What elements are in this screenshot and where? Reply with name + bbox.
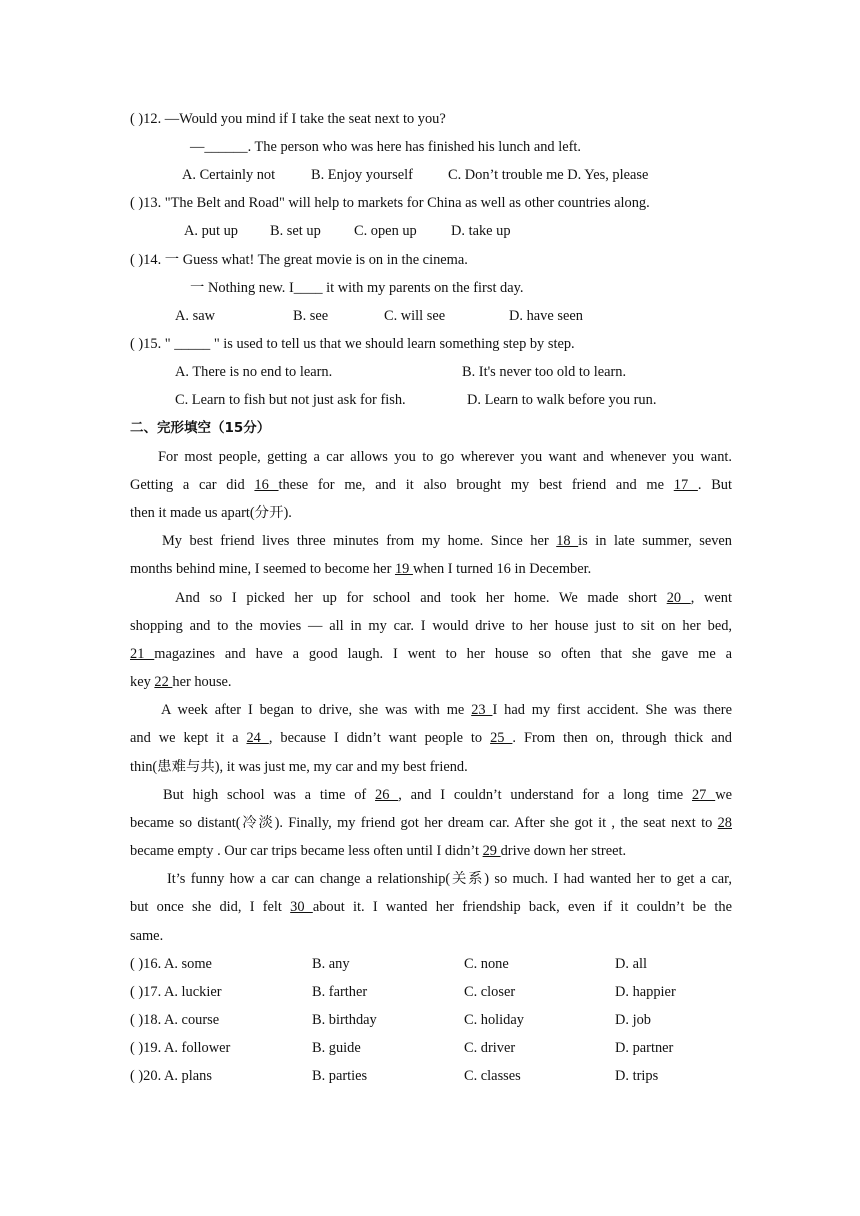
choice-16-a: ( )16. A. some (130, 956, 212, 972)
choice-18-c: C. holiday (464, 1012, 524, 1028)
q15-option-d: D. Learn to walk before you run. (467, 392, 657, 408)
passage-p2-line1: My best friend lives three minutes from my home. Since her 18 is in late summer, seven (162, 533, 732, 549)
choice-17-c: C. closer (464, 984, 516, 1000)
choice-17-a: ( )17. A. luckier (130, 984, 222, 1000)
q14-option-c: C. will see (384, 308, 446, 324)
q13-option-c: C. open up (354, 223, 417, 239)
passage-p2-line2: months behind mine, I seemed to become her 19 when I turned 16 in December. (130, 561, 592, 577)
choice-18-a: ( )18. A. course (130, 1012, 220, 1028)
passage-p3-line3: 21 magazines and have a good laugh. I went to her house so often that she gave me a (130, 646, 732, 662)
passage-p4-line2: and we kept it a 24 , because I didn’t want people to 25 . From then on, through thick and (130, 730, 732, 746)
q15-option-b: B. It's never too old to learn. (462, 364, 627, 380)
q14-option-d: D. have seen (509, 308, 583, 324)
passage-p1-line3: then it made us apart(分开). (130, 505, 292, 521)
passage-p1-line1: For most people, getting a car allows you to go wherever you want and whenever you want. (158, 449, 732, 465)
passage-p3-line4: key 22 her house. (130, 674, 232, 690)
blank-27: 27 (691, 787, 716, 803)
choice-20-b: B. parties (312, 1068, 368, 1084)
section-heading: 二、完形填空（15分） (130, 420, 271, 436)
choice-16-d: D. all (615, 956, 647, 972)
blank-16: 16 (254, 477, 279, 493)
choice-19-b: B. guide (312, 1040, 361, 1056)
choice-16-c: C. none (464, 956, 509, 972)
q13-option-a: A. put up (184, 223, 238, 239)
blank-18: 18 (556, 533, 579, 549)
choice-19-c: C. driver (464, 1040, 516, 1056)
choice-20-a: ( )20. A. plans (130, 1068, 212, 1084)
choice-18-d: D. job (615, 1012, 651, 1028)
passage-p3-line2: shopping and to the movies — all in my car. I would drive to her house just to sit on her bed, (130, 618, 732, 634)
q13-stem: ( )13. "The Belt and Road" will help to markets for China as well as other countries along. (130, 195, 650, 211)
q15-option-a: A. There is no end to learn. (175, 364, 333, 380)
passage-p3-line1: And so I picked her up for school and took her home. We made short 20 , went (175, 590, 732, 606)
q12-option-c-d: C. Don’t trouble me D. Yes, please (448, 167, 649, 183)
blank-25: 25 (490, 730, 513, 746)
choice-20-d: D. trips (615, 1068, 659, 1084)
blank-20: 20 (666, 590, 691, 606)
blank-30: 30 (290, 899, 313, 915)
choice-17-d: D. happier (615, 984, 676, 1000)
passage-p6-line2: but once she did, I felt 30 about it. I wanted her friendship back, even if it couldn’t be the (130, 899, 732, 915)
blank-22: 22 (154, 674, 173, 690)
q12-reply: —______. The person who was here has finished his lunch and left. (190, 139, 581, 155)
q12-option-b: B. Enjoy yourself (311, 167, 413, 183)
q14-option-b: B. see (293, 308, 329, 324)
passage-p6-line1: It’s funny how a car can change a relationship(关系) so much. I had wanted her to get a car, (167, 871, 732, 887)
blank-23: 23 (471, 702, 493, 718)
q12-option-a: A. Certainly not (182, 167, 276, 183)
passage-p5-line3: became empty . Our car trips became less often until I didn’t 29 drive down her street. (130, 843, 627, 859)
q14-reply: 一 Nothing new. I____ it with my parents on the first day. (190, 280, 524, 296)
blank-26: 26 (375, 787, 399, 803)
passage-p4-line1: A week after I began to drive, she was with me 23 I had my first accident. She was there (161, 702, 732, 718)
q13-option-d: D. take up (451, 223, 511, 239)
blank-21: 21 (130, 646, 155, 662)
choice-17-b: B. farther (312, 984, 368, 1000)
passage-p1-line2: Getting a car did 16 these for me, and it also brought my best friend and me 17 . But (130, 477, 732, 493)
passage-p5-line1: But high school was a time of 26 , and I couldn’t understand for a long time 27 we (163, 787, 732, 803)
blank-24: 24 (246, 730, 269, 746)
passage-p6-line3: same. (130, 928, 164, 944)
passage-p4-line3: thin(患难与共), it was just me, my car and my best friend. (130, 759, 468, 775)
q12-stem: ( )12. —Would you mind if I take the seat next to you? (130, 111, 446, 127)
q13-option-b: B. set up (270, 223, 321, 239)
passage-p5-line2: became so distant(冷淡). Finally, my friend got her dream car. After she got it , the seat next to 28 (130, 815, 732, 831)
blank-29: 29 (482, 843, 501, 859)
choice-16-b: B. any (312, 956, 350, 972)
choice-19-a: ( )19. A. follower (130, 1040, 231, 1056)
blank-19: 19 (394, 561, 413, 577)
q14-stem: ( )14. 一 Guess what! The great movie is on in the cinema. (130, 252, 468, 268)
choice-19-d: D. partner (615, 1040, 674, 1056)
q14-option-a: A. saw (175, 308, 215, 324)
choice-18-b: B. birthday (312, 1012, 377, 1028)
blank-17: 17 (673, 477, 698, 493)
q15-stem: ( )15. " _____ " is used to tell us that we should learn something step by step. (130, 336, 575, 352)
blank-28: 28 (717, 815, 732, 831)
choice-20-c: C. classes (464, 1068, 521, 1084)
q15-option-c: C. Learn to fish but not just ask for fish. (175, 392, 406, 408)
